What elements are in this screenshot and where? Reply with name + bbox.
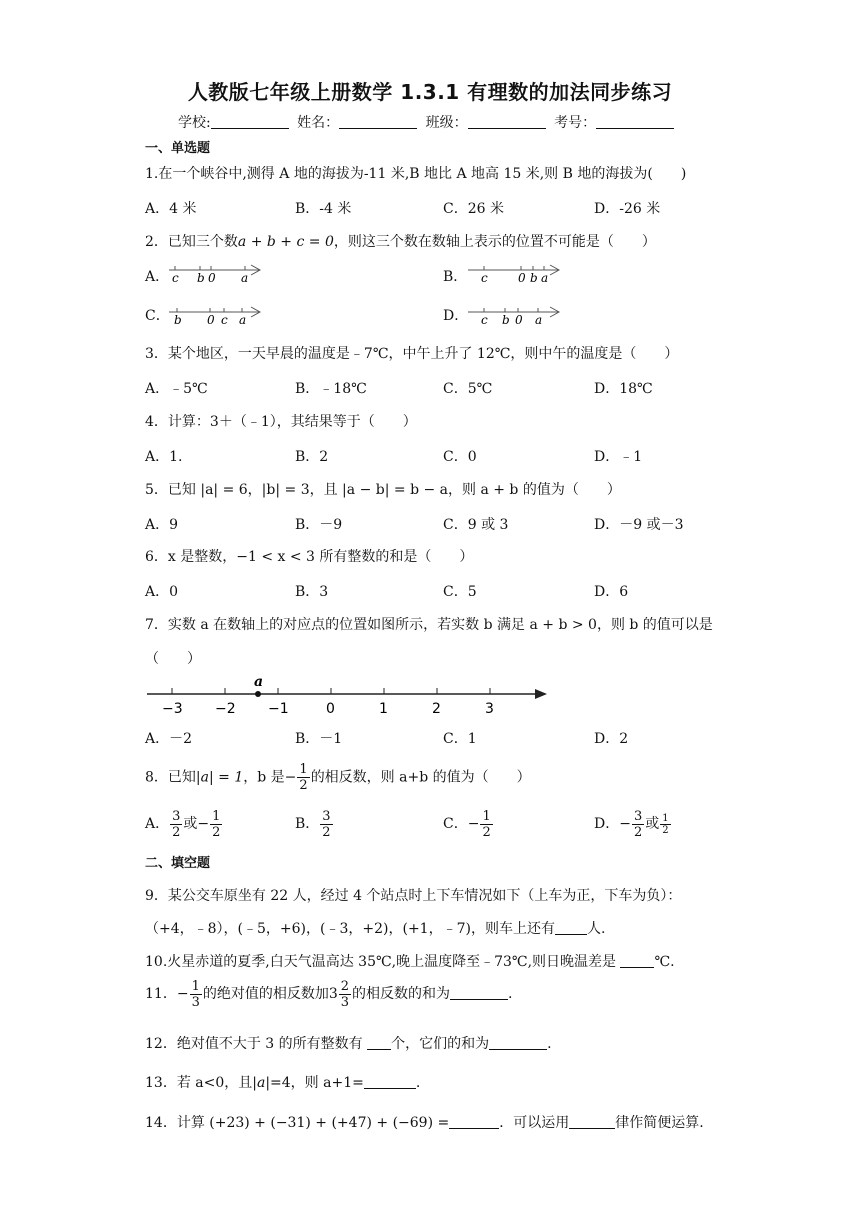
q2-number-line-a <box>167 260 267 284</box>
minus: − <box>619 816 631 832</box>
q12-mid: 个，它们的和为 <box>391 1036 490 1052</box>
q14-pre: 14．计算 (+23) + (−31) + (+47) + (−69) = <box>145 1115 450 1131</box>
q2c-label-3: c <box>221 313 228 326</box>
q9-line2-text: （+4，﹣8），(﹣5，+6)，(﹣3，+2)，(+1，﹣7)，则车上还有 <box>145 921 555 937</box>
q2c-label-2: 0 <box>207 313 215 326</box>
q5-option-b[interactable]: B．－9 <box>295 517 343 533</box>
q2d-label-2: b <box>502 313 510 326</box>
question-13 <box>145 1072 420 1092</box>
q2b-label-1: c <box>481 271 488 284</box>
q13-pre: 13．若 a<0，且 <box>145 1075 253 1091</box>
numerator: 1 <box>299 762 308 777</box>
denominator: 3 <box>340 994 350 1010</box>
q2-number-line-d <box>466 302 566 326</box>
q4-option-d[interactable]: D．﹣1 <box>594 449 643 465</box>
question-9: 9．某公交车原坐有 22 人，经过 4 个站点时上下车情况如下（上车为正，下车为负）： <box>145 888 682 904</box>
q7-tick-label: 2 <box>432 701 441 717</box>
question-2 <box>145 231 656 251</box>
q2c-label-4: a <box>239 313 247 326</box>
question-6: 6．x 是整数，−1 < x < 3 所有整数的和是（ ） <box>145 549 474 565</box>
minus: − <box>176 986 189 1002</box>
q11-mid1: 的绝对值的相反数加 <box>202 986 329 1002</box>
q7-tick-label: −2 <box>215 701 236 717</box>
q2-option-c[interactable]: C． <box>145 308 170 324</box>
q3-option-d[interactable]: D．18℃ <box>594 381 653 397</box>
fraction <box>632 809 644 840</box>
q7-tick-label: −1 <box>268 701 289 717</box>
q6-option-c[interactable]: C．5 <box>443 584 477 600</box>
q2d-label-3: 0 <box>515 313 523 326</box>
q8-post: 的相反数，则 a+b 的值为（ ） <box>310 769 531 786</box>
q2d-label-1: c <box>481 313 488 326</box>
q8-pre: 8．已知 <box>145 769 196 786</box>
minus: − <box>467 816 480 832</box>
q12-pre: 12．绝对值不大于 3 的所有整数有 <box>145 1036 363 1052</box>
q13-mid: =4，则 a+1= <box>270 1075 364 1091</box>
q6-option-d[interactable]: D．6 <box>594 584 629 600</box>
q2b-label-3: b <box>530 271 538 284</box>
school-label: 学校: <box>178 115 211 131</box>
q2-number-line-b <box>466 260 566 284</box>
section-single-choice: 一、单选题 <box>145 141 211 156</box>
q11-blank[interactable] <box>450 985 508 1000</box>
numerator: 2 <box>340 978 350 994</box>
fraction <box>210 809 222 840</box>
numerator: 1 <box>482 808 491 824</box>
q2-option-d[interactable]: D． <box>443 308 469 324</box>
denominator: 3 <box>191 994 200 1010</box>
question-3: 3．某个地区，一天早晨的温度是﹣7℃，中午上升了 12℃，则中午的温度是（ ） <box>145 346 679 362</box>
question-12 <box>145 1033 552 1053</box>
q7-option-d[interactable]: D．2 <box>594 731 629 747</box>
q14-mid: ．可以运用 <box>499 1115 570 1131</box>
denominator: 2 <box>482 824 491 840</box>
exam-no-blank[interactable] <box>596 114 674 129</box>
q8-option-a[interactable] <box>145 808 223 840</box>
class-label: 班级： <box>425 115 468 131</box>
question-10 <box>145 951 675 971</box>
q6-option-b[interactable]: B．3 <box>295 584 329 600</box>
q13-abs: |a| <box>252 1075 271 1091</box>
q3-option-c[interactable]: C．5℃ <box>443 381 493 397</box>
q1-option-a[interactable]: A．4 米 <box>145 201 197 217</box>
q2a-label-1: c <box>172 271 179 284</box>
q2b-label-2: 0 <box>518 271 526 284</box>
q8d-letter: D． <box>594 816 620 832</box>
exam-no-label: 考号： <box>554 115 597 131</box>
q10-text: 10.火星赤道的夏季,白天气温高达 35℃,晚上温度降至﹣73℃,则日晚温差是 <box>145 954 617 970</box>
q10-end: ℃. <box>654 954 675 970</box>
numerator: 3 <box>172 808 181 824</box>
q8-fraction <box>297 762 309 793</box>
student-info-line <box>178 112 678 132</box>
q7-option-c[interactable]: C．1 <box>443 731 477 747</box>
q13-blank[interactable] <box>364 1074 416 1089</box>
denominator: 2 <box>172 824 181 840</box>
q1-option-c[interactable]: C．26 米 <box>443 201 504 217</box>
q8-option-d[interactable] <box>594 808 672 840</box>
question-5: 5．已知 |a| = 6，|b| = 3，且 |a − b| = b − a，则 a + b 的值为（ ） <box>145 482 621 498</box>
q9-line2-end: 人. <box>586 921 606 937</box>
q2-option-a[interactable]: A． <box>145 269 170 285</box>
q7-point-a <box>255 691 261 697</box>
q11-end: . <box>508 986 513 1002</box>
q7-option-b[interactable]: B．－1 <box>295 731 343 747</box>
q11-pre: 11． <box>145 986 177 1002</box>
q8-option-b[interactable] <box>295 808 334 840</box>
q14-end: 律作简便运算. <box>615 1115 704 1131</box>
q8a-letter: A． <box>145 816 170 832</box>
fraction <box>339 979 351 1010</box>
q14-blank-result[interactable] <box>449 1114 499 1129</box>
q7-tick-label: 3 <box>485 701 494 717</box>
question-9-line2 <box>145 918 605 938</box>
q5-option-d[interactable]: D．－9 或－3 <box>594 517 684 533</box>
class-blank[interactable] <box>468 114 546 129</box>
q8-option-c[interactable] <box>443 808 494 840</box>
or-text: 或 <box>183 816 198 832</box>
q5-option-c[interactable]: C．9 或 3 <box>443 517 509 533</box>
numerator: 1 <box>662 812 669 824</box>
numerator: 1 <box>212 808 221 824</box>
q8-abs: |a| = 1 <box>195 769 244 786</box>
q2a-label-2: b <box>197 271 205 284</box>
q2-post: ，则这三个数在数轴上表示的位置不可能是（ ） <box>333 234 656 250</box>
fraction <box>480 809 492 840</box>
q4-option-c[interactable]: C．0 <box>443 449 477 465</box>
q8c-letter: C． <box>443 816 468 832</box>
q4-option-a[interactable]: A．1. <box>145 449 183 465</box>
q12-blank-count[interactable] <box>367 1035 391 1050</box>
minus: − <box>197 816 210 832</box>
numerator: 1 <box>191 978 200 994</box>
q7-point-label: a <box>254 674 264 690</box>
q6-option-a[interactable]: A．0 <box>145 584 179 600</box>
q12-blank-sum[interactable] <box>489 1035 547 1050</box>
q2d-label-4: a <box>535 313 543 326</box>
q7-option-a[interactable]: A．－2 <box>145 731 193 747</box>
q8b-letter: B． <box>295 816 320 832</box>
fraction <box>320 809 332 840</box>
q2-option-b[interactable]: B． <box>443 269 468 285</box>
denominator: 2 <box>322 824 331 840</box>
q2a-label-3: 0 <box>208 271 216 284</box>
q7-tick-label: −3 <box>162 701 183 717</box>
q2-pre: 2．已知三个数 <box>145 234 238 250</box>
denominator: 2 <box>633 824 643 840</box>
q2b-label-4: a <box>541 271 549 284</box>
question-1: 1.在一个峡谷中,测得 A 地的海拔为-11 米,B 地比 A 地高 15 米,则 B 地的海拔为( ) <box>145 166 687 182</box>
q3-option-b[interactable]: B．﹣18℃ <box>295 381 367 397</box>
q2c-label-1: b <box>174 313 182 326</box>
question-4: 4．计算：3＋（﹣1），其结果等于（ ） <box>145 414 417 430</box>
school-blank[interactable] <box>211 114 289 129</box>
name-label: 姓名： <box>297 115 340 131</box>
denominator: 2 <box>662 824 669 836</box>
q13-end: . <box>415 1075 421 1091</box>
q5-option-a[interactable]: A．9 <box>145 517 179 533</box>
name-blank[interactable] <box>339 114 417 129</box>
q2-expr: a + b + c = 0 <box>237 234 334 250</box>
numerator: 3 <box>322 808 331 824</box>
question-7: 7．实数 a 在数轴上的对应点的位置如图所示，若实数 b 满足 a + b > 0，则 b 的值可以是 <box>145 617 713 633</box>
q1-option-d[interactable]: D．-26 米 <box>594 201 661 217</box>
or-text: 或 <box>645 816 660 832</box>
q8-minus: − <box>284 769 297 786</box>
question-8 <box>145 762 531 793</box>
q7-tick-label: 1 <box>379 701 388 717</box>
q2-number-line-c <box>167 302 267 326</box>
q8-mid: ，b 是 <box>243 769 285 786</box>
q1-option-b[interactable]: B．-4 米 <box>295 201 352 217</box>
denominator: 2 <box>299 778 308 793</box>
q7-tick-label: 0 <box>326 701 335 717</box>
q2a-label-4: a <box>241 271 249 284</box>
q11-whole: 3 <box>328 986 338 1002</box>
fraction <box>660 813 670 836</box>
q12-end: . <box>547 1036 552 1052</box>
q4-option-b[interactable]: B．2 <box>295 449 329 465</box>
question-11 <box>145 978 513 1010</box>
question-7-paren: （ ） <box>145 651 201 667</box>
q9-blank[interactable] <box>555 920 587 935</box>
section-fill-in: 二、填空题 <box>145 856 211 871</box>
q14-blank-law[interactable] <box>569 1114 615 1129</box>
q10-blank[interactable] <box>620 953 654 968</box>
fraction <box>170 809 182 840</box>
q7-number-line <box>145 672 555 720</box>
q3-option-a[interactable]: A．﹣5℃ <box>145 381 208 397</box>
fraction <box>190 979 202 1010</box>
denominator: 2 <box>212 824 221 840</box>
q11-mid2: 的相反数的和为 <box>352 986 451 1002</box>
page-title: 人教版七年级上册数学 1.3.1 有理数的加法同步练习 <box>187 80 673 104</box>
numerator: 3 <box>633 808 643 824</box>
question-14 <box>145 1112 704 1132</box>
